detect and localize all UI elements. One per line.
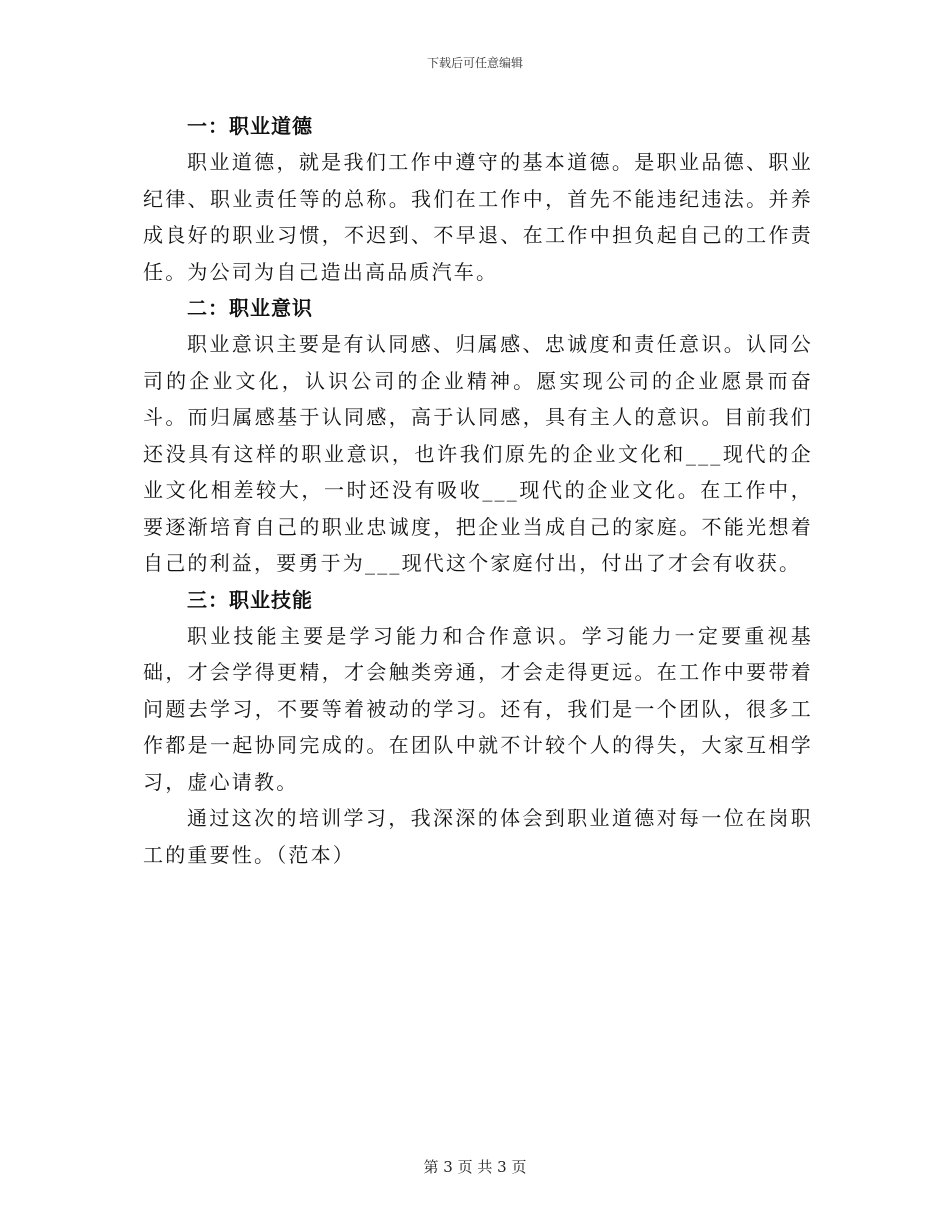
paragraph: 职业道德，就是我们工作中遵守的基本道德。是职业品德、职业纪律、职业责任等的总称。我们在工作中，首先不能违纪违法。并养成良好的职业习惯，不迟到、不早退、在工作中担负起自己的工作责任。为公司为自己造出高品质汽车。 [143, 150, 813, 284]
page-header: 下载后可任意编辑 [426, 56, 523, 70]
paragraph: 职业意识主要是有认同感、归属感、忠诚度和责任意识。认同公司的企业文化，认识公司的企业精神。愿实现公司的企业愿景而奋斗。而归属感基于认同感，高于认同感，具有主人的意识。目前我们还没具有这样的职业意识，也许我们原先的企业文化和___现代的企业文化相差较大，一时还没有吸收___现代的企业文化。在工作中，要逐渐培育自己的职业忠诚度，把企业当成自己的家庭。不能光想着自己的利益，要勇于为___现代这个家庭付出，付出了才会有收获。 [143, 332, 813, 575]
section-title: 一：职业道德 [187, 114, 313, 138]
paragraph: 通过这次的培训学习，我深深的体会到职业道德对每一位在岗职工的重要性。（范本） [143, 806, 813, 867]
section-title: 三：职业技能 [187, 587, 313, 612]
paragraph: 职业技能主要是学习能力和合作意识。学习能力一定要重视基础，才会学得更精，才会触类旁通，才会走得更远。在工作中要带着问题去学习，不要等着被动的学习。还有，我们是一个团队，很多工作都是一起协同完成的。在团队中就不计较个人的得失，大家互相学习，虚心请教。 [143, 623, 813, 794]
page-number: 第 3 页 共 3 页 [423, 1158, 527, 1176]
section-title: 二：职业意识 [187, 296, 313, 320]
document-body [143, 108, 813, 873]
